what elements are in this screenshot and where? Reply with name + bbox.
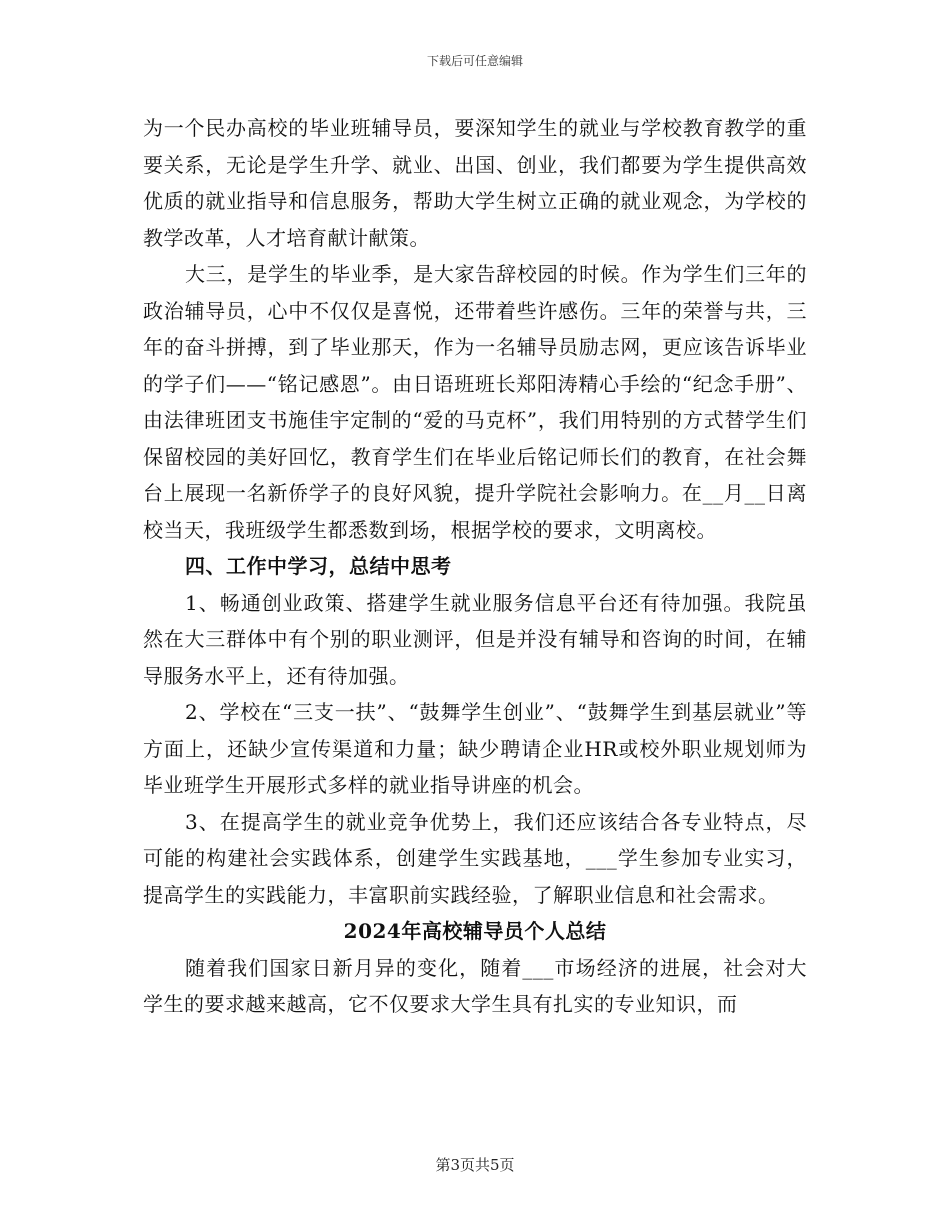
paragraph-graduation-season: 大三，是学生的毕业季，是大家告辞校园的时候。作为学生们三年的政治辅导员，心中不仅仅是喜悦，还带着些许感伤。三年的荣誉与共，三年的奋斗拼搏，到了毕业那天，作为一名辅导员励志网，更应该告诉毕业的学子们——“铭记感恩”。由日语班班长郑阳涛精心手绘的“纪念手册”、由法律班团支书施佳宇定制的“爱的马克杯”，我们用特别的方式替学生们保留校园的美好回忆，教育学生们在毕业后铭记师长们的教育，在社会舞台上展现一名新侨学子的良好风貌，提升学院社会影响力。在__月__日离校当天，我班级学生都悉数到场，根据学校的要求，文明离校。 xyxy=(143,262,807,542)
document-body xyxy=(143,110,807,1023)
document-title: 2024年高校辅导员个人总结 xyxy=(343,919,607,943)
page-header: 下载后可任意编辑 xyxy=(426,54,523,68)
paragraph-point-1: 1、畅通创业政策、搭建学生就业服务信息平台还有待加强。我院虽然在大三群体中有个别的职业测评，但是并没有辅导和咨询的时间，在辅导服务水平上，还有待加强。 xyxy=(143,590,807,688)
page-number-footer: 第3页共5页 xyxy=(435,1156,515,1174)
section-heading-4: 四、工作中学习，总结中思考 xyxy=(185,554,452,578)
paragraph-summary-intro: 随着我们国家日新月异的变化，随着___市场经济的进展，社会对大学生的要求越来越高，它不仅要求大学生具有扎实的专业知识，而 xyxy=(143,955,807,1016)
paragraph-intro-continued: 为一个民办高校的毕业班辅导员，要深知学生的就业与学校教育教学的重要关系，无论是学生升学、就业、出国、创业，我们都要为学生提供高效优质的就业指导和信息服务，帮助大学生树立正确的就业观念，为学校的教学改革，人才培育献计献策。 xyxy=(143,116,807,250)
paragraph-point-2: 2、学校在“三支一扶”、“鼓舞学生创业”、“鼓舞学生到基层就业”等方面上，还缺少宣传渠道和力量；缺少聘请企业HR或校外职业规划师为毕业班学生开展形式多样的就业指导讲座的机会。 xyxy=(143,700,807,797)
paragraph-point-3: 3、在提高学生的就业竞争优势上，我们还应该结合各专业特点，尽可能的构建社会实践体系，创建学生实践基地，___学生参加专业实习，提高学生的实践能力，丰富职前实践经验，了解职业信息和社会需求。 xyxy=(143,809,807,907)
